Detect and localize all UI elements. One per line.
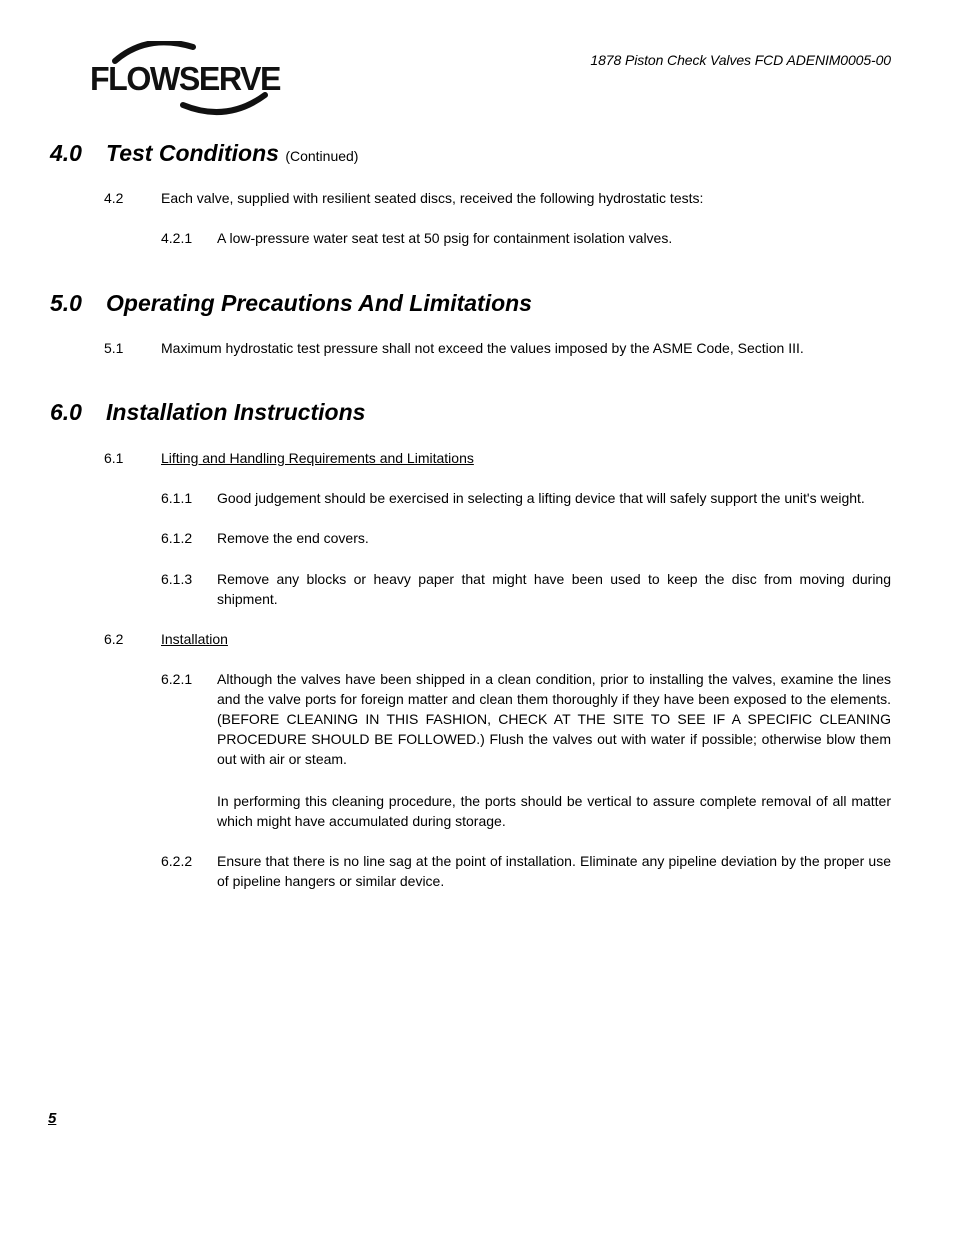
item-number: 4.2.1 [161,230,193,246]
section-number: 5.0 [50,290,82,316]
section-title [106,139,358,170]
item-text: Ensure that there is no line sag at the point of installation. Eliminate any pipeline deviation by the proper use of pipeline hangers or similar device. [217,853,891,889]
item-text: Although the valves have been shipped in a clean condition, prior to installing the valves, examine the lines and the valve ports for foreign matter and clean them thoroughly if they have been exposed to the elements. (BEFORE CLEANING IN THIS FASHION, CHECK AT THE SITE TO SEE IF A SPECIFIC CLEANING PROCEDURE SHOULD BE FOLLOWED.) Flush the valves out with water if possible; otherwise blow them out with air or steam. [217,671,891,767]
item-number: 6.1.2 [161,530,193,546]
item-number: 6.1.3 [161,571,193,587]
item-text: Maximum hydrostatic test pressure shall not exceed the values imposed by the ASME Code, Section III. [161,340,804,356]
section-title: Installation Instructions [106,399,366,425]
item-number: 6.2 [104,631,124,647]
document-reference: 1878 Piston Check Valves FCD ADENIM0005-00 [590,52,891,68]
section-number: 4.0 [50,140,82,166]
flowserve-logo [89,41,281,119]
section-heading-4 [50,139,550,167]
item-text: A low-pressure water seat test at 50 psig for containment isolation valves. [217,230,673,246]
subsection-title: Installation [161,631,228,647]
item-number: 4.2 [104,190,124,206]
item-number: 6.1 [104,450,124,466]
item-number: 6.2.1 [161,671,193,687]
section-heading-6 [50,398,650,426]
subsection-title: Lifting and Handling Requirements and Limitations [161,450,474,466]
section-title-text: Test Conditions [106,140,279,166]
item-text-paragraph: In performing this cleaning procedure, the ports should be vertical to assure complete removal of all matter which might have accumulated during storage. [217,793,891,829]
section-title: Operating Precautions And Limitations [106,290,532,316]
item-text: Good judgement should be exercised in selecting a lifting device that will safely support the unit's weight. [217,490,865,506]
item-text: Each valve, supplied with resilient seated discs, received the following hydrostatic tests: [161,190,704,206]
section-number: 6.0 [50,399,82,425]
item-number: 6.1.1 [161,490,193,506]
section-heading-5 [50,289,650,317]
page-number: 5 [48,1110,57,1127]
item-number: 6.2.2 [161,853,193,869]
item-number: 5.1 [104,340,124,356]
continued-note: (Continued) [285,148,359,164]
item-text: Remove any blocks or heavy paper that might have been used to keep the disc from moving during shipment. [217,571,891,607]
item-text: Remove the end covers. [217,530,369,546]
logo-wordmark: FLOWSERVE [90,60,281,97]
